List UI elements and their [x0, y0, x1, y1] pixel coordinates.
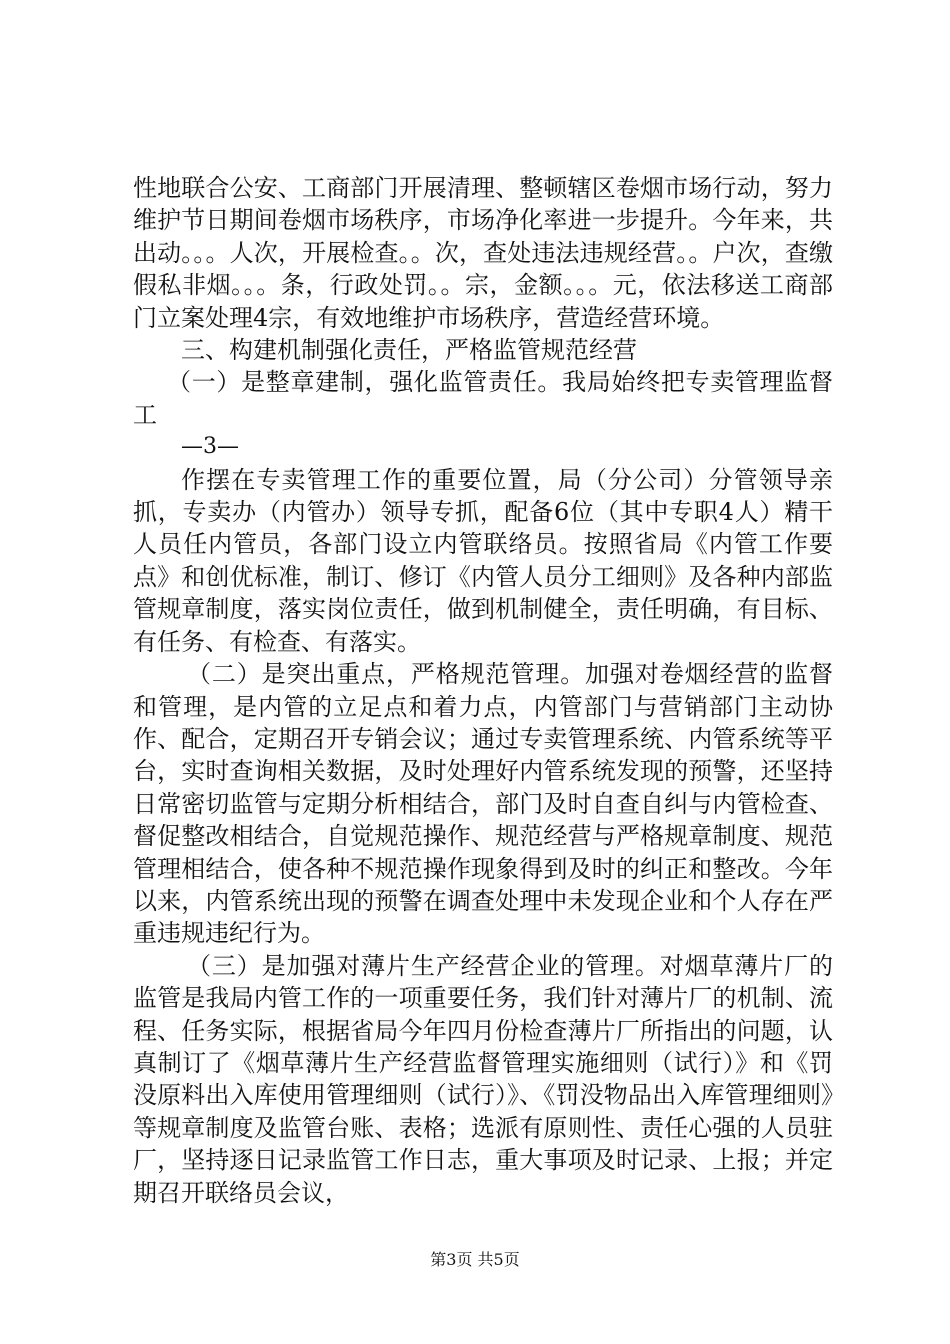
document-body — [133, 172, 833, 1209]
paragraph-sheet-factory: （三）是加强对薄片生产经营企业的管理。对烟草薄片厂的监管是我局内管工作的一项重要任务，我们针对薄片厂的机制、流程、任务实际，根据省局今年四月份检查薄片厂所指出的问题，认真制订了《烟草薄片生产经营监督管理实施细则（试行）》和《罚没原料出入库使用管理细则（试行）》、《罚没物品出入库管理细则》等规章制度及监管台账、表格；选派有原则性、责任心强的人员驻厂，坚持逐日记录监管工作日志，重大事项及时记录、上报；并定期召开联络员会议， — [133, 951, 833, 1207]
page-footer: 第3页 共5页 — [430, 1250, 520, 1269]
paragraph-market-enforcement: 性地联合公安、工商部门开展清理、整顿辖区卷烟市场行动，努力维护节日期间卷烟市场秩序，市场净化率进一步提升。今年来，共出动。。。人次，开展检查。。次，查处违法违规经营。。户次，查缴假私非烟。。。条，行政处罚。。宗，金额。。。元，依法移送工商部门立案处理4宗，有效地维护市场秩序，营造经营环境。 — [133, 174, 833, 332]
paragraph-rules-intro: （一）是整章建制，强化监管责任。我局始终把专卖管理监督工 — [133, 368, 833, 429]
paragraph-rules-continued: 作摆在专卖管理工作的重要位置，局（分公司）分管领导亲抓，专卖办（内管办）领导专抓，配备6位（其中专职4人）精干人员任内管员，各部门设立内管联络员。按照省局《内管工作要点》和创优标准，制订、修订《内管人员分工细则》及各种内部监管规章制度，落实岗位责任，做到机制健全，责任明确，有目标、有任务、有检查、有落实。 — [133, 465, 833, 656]
section-heading-3: 三、构建机制强化责任，严格监管规范经营 — [181, 336, 637, 365]
inline-page-number: —3— — [181, 434, 239, 460]
paragraph-key-management: （二）是突出重点，严格规范管理。加强对卷烟经营的监督和管理，是内管的立足点和着力点，内管部门与营销部门主动协作、配合，定期召开专销会议；通过专卖管理系统、内管系统等平台，实时查询相关数据，及时处理好内管系统发现的预警，还坚持日常密切监管与定期分析相结合，部门及时自查自纠与内管检查、督促整改相结合，自觉规范操作、规范经营与严格规章制度、规范管理相结合，使各种不规范操作现象得到及时的纠正和整改。今年以来，内管系统出现的预警在调查处理中未发现企业和个人存在严重违规违纪行为。 — [133, 660, 833, 948]
